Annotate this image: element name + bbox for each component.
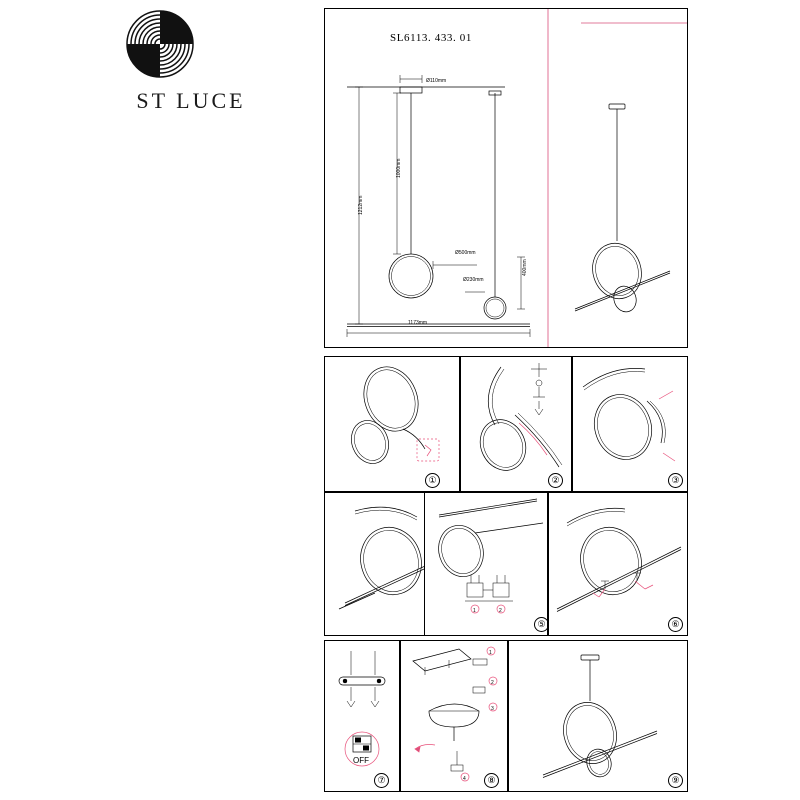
dim-diameter-canopy: Ø110mm (426, 78, 447, 84)
step-number-7: ⑦ (374, 773, 389, 788)
step-panel-5 (424, 492, 548, 636)
step-number-9: ⑨ (668, 773, 683, 788)
svg-text:1: 1 (489, 650, 492, 656)
brand-block (96, 8, 286, 118)
step-panel-2 (460, 356, 572, 492)
step-number-6: ⑥ (668, 617, 683, 632)
dim-ring-small: Ø230mm (463, 277, 484, 283)
dim-width-total: 1173mm (408, 320, 428, 326)
step-panel-3 (572, 356, 688, 492)
dim-total-height: 1212mm (358, 195, 364, 215)
step-panel-6 (548, 492, 688, 636)
step-number-3: ③ (668, 473, 683, 488)
step-number-5: ⑤ (534, 617, 549, 632)
svg-text:4: 4 (463, 776, 466, 782)
dim-cord-length: 1000mm (396, 158, 402, 178)
step-number-8: ⑧ (484, 773, 499, 788)
step-number-2: ② (548, 473, 563, 488)
step-panel-8 (400, 640, 508, 792)
spiral-s-logo-icon (114, 8, 206, 80)
svg-text:2: 2 (491, 680, 494, 686)
svg-text:1: 1 (473, 608, 476, 614)
svg-text:OFF: OFF (353, 756, 369, 765)
dim-ring-large: Ø500mm (455, 250, 476, 256)
brand-name: ST LUCE (136, 88, 246, 113)
step-panel-7 (324, 640, 400, 792)
svg-text:2: 2 (499, 608, 502, 614)
step-panel-1 (324, 356, 460, 492)
step-panel-9 (508, 640, 688, 792)
model-code: SL6113. 433. 01 (390, 32, 472, 44)
svg-text:3: 3 (491, 706, 494, 712)
dim-drop-small: 400mm (522, 259, 528, 276)
step-number-1: ① (425, 473, 440, 488)
technical-drawing-panel (324, 8, 688, 348)
